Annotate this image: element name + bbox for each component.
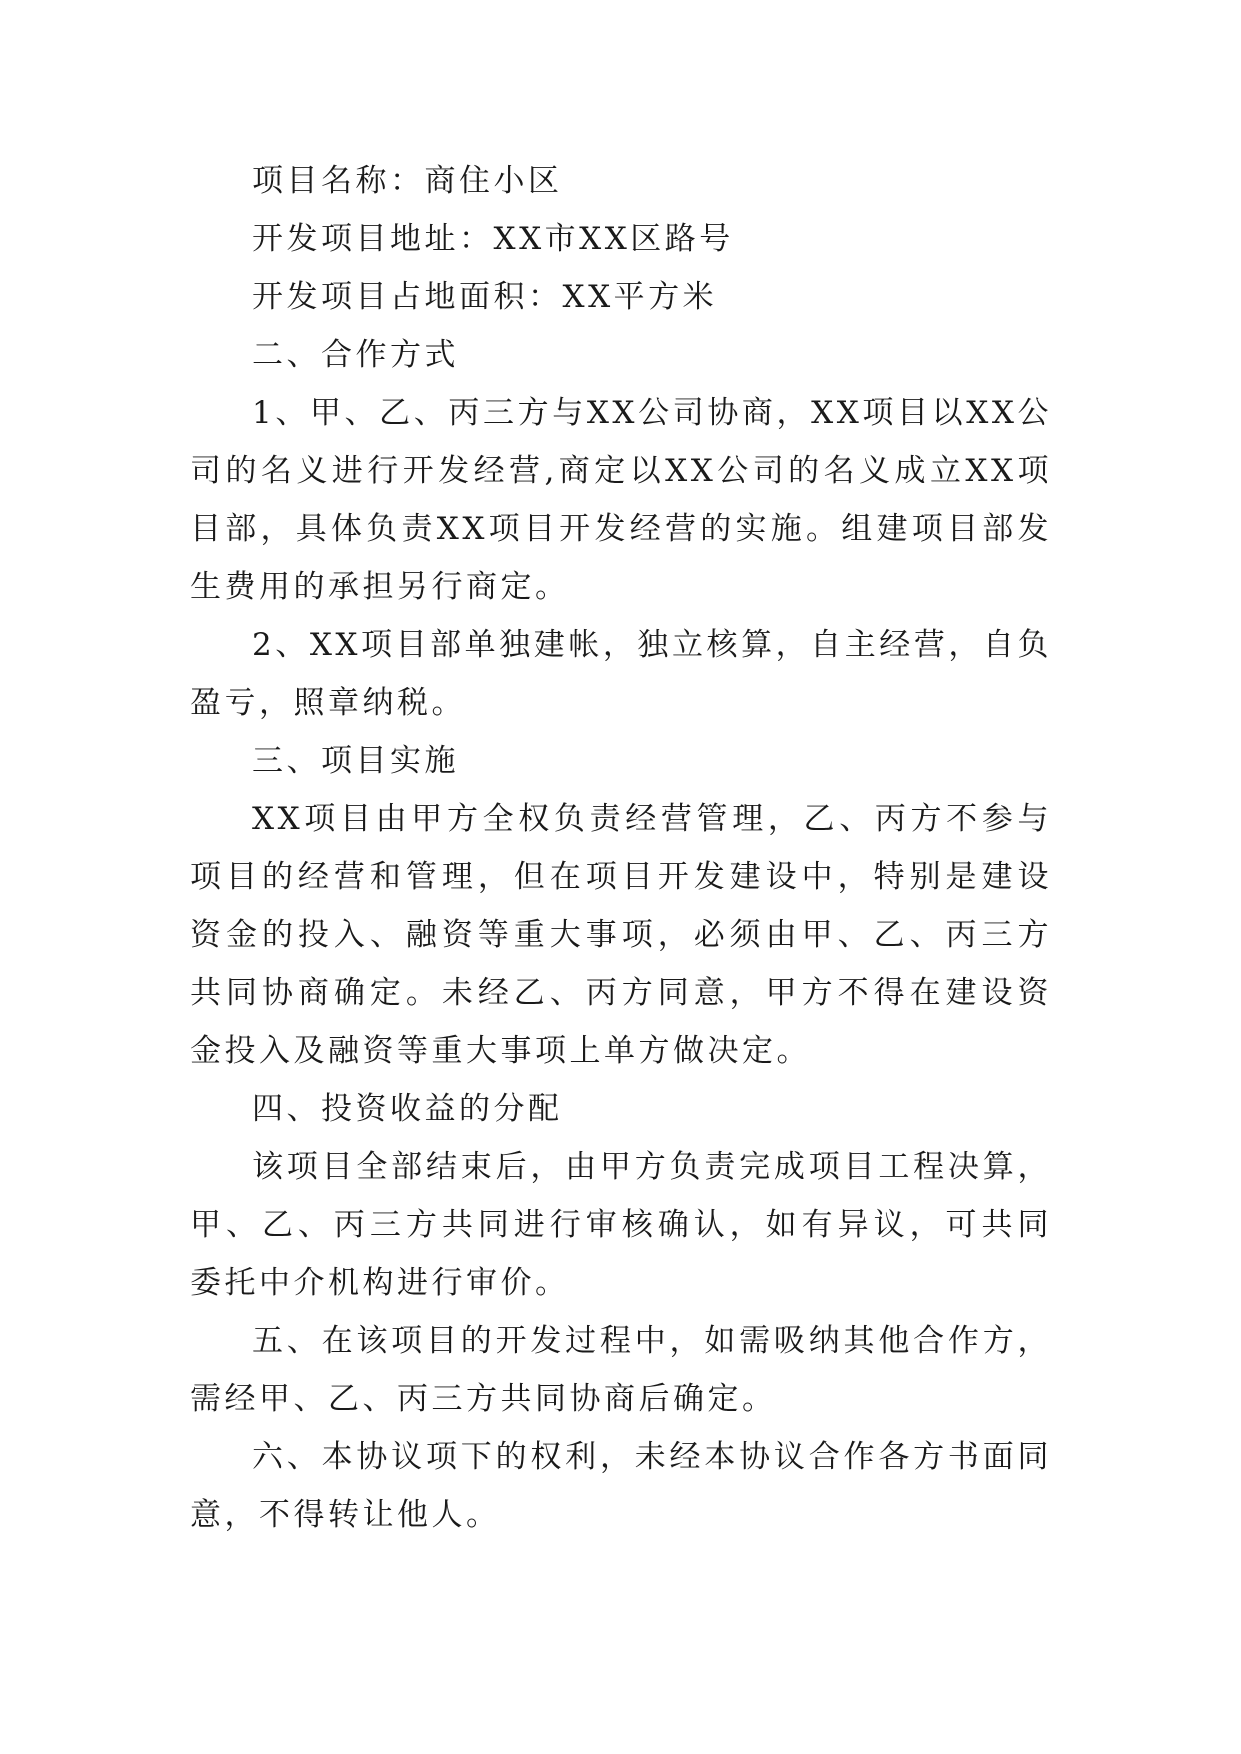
project-address-line: 开发项目地址：XX市XX区路号 [252, 221, 734, 257]
implementation-paragraph: XX项目由甲方全权负责经营管理，乙、丙方不参与项目的经营和管理，但在项目开发建设中，特别是建设资金的投入、融资等重大事项，必须由甲、乙、丙三方共同协商确定。未经乙、丙方同意，甲方不得在建设资金投入及融资等重大事项上单方做决定。 [190, 801, 1052, 1069]
section-six-paragraph: 六、本协议项下的权利，未经本协议合作各方书面同意，不得转让他人。 [190, 1439, 1052, 1533]
section-five-paragraph: 五、在该项目的开发过程中，如需吸纳其他合作方，需经甲、乙、丙三方共同协商后确定。 [190, 1323, 1052, 1417]
project-area-line: 开发项目占地面积：XX平方米 [252, 279, 718, 315]
project-name-line: 项目名称：商住小区 [252, 163, 563, 199]
section-heading-profit: 四、投资收益的分配 [252, 1091, 563, 1127]
cooperation-clause-2: 2、XX项目部单独建帐，独立核算，自主经营，自负盈亏，照章纳税。 [190, 627, 1052, 721]
profit-paragraph: 该项目全部结束后，由甲方负责完成项目工程决算，甲、乙、丙三方共同进行审核确认，如有异议，可共同委托中介机构进行审价。 [190, 1149, 1052, 1301]
section-heading-implementation: 三、项目实施 [252, 743, 459, 779]
section-heading-cooperation: 二、合作方式 [252, 337, 459, 373]
document-body [190, 152, 1052, 1544]
cooperation-clause-1: 1、甲、乙、丙三方与XX公司协商，XX项目以XX公司的名义进行开发经营,商定以XX公司的名义成立XX项目部，具体负责XX项目开发经营的实施。组建项目部发生费用的承担另行商定。 [190, 395, 1052, 605]
